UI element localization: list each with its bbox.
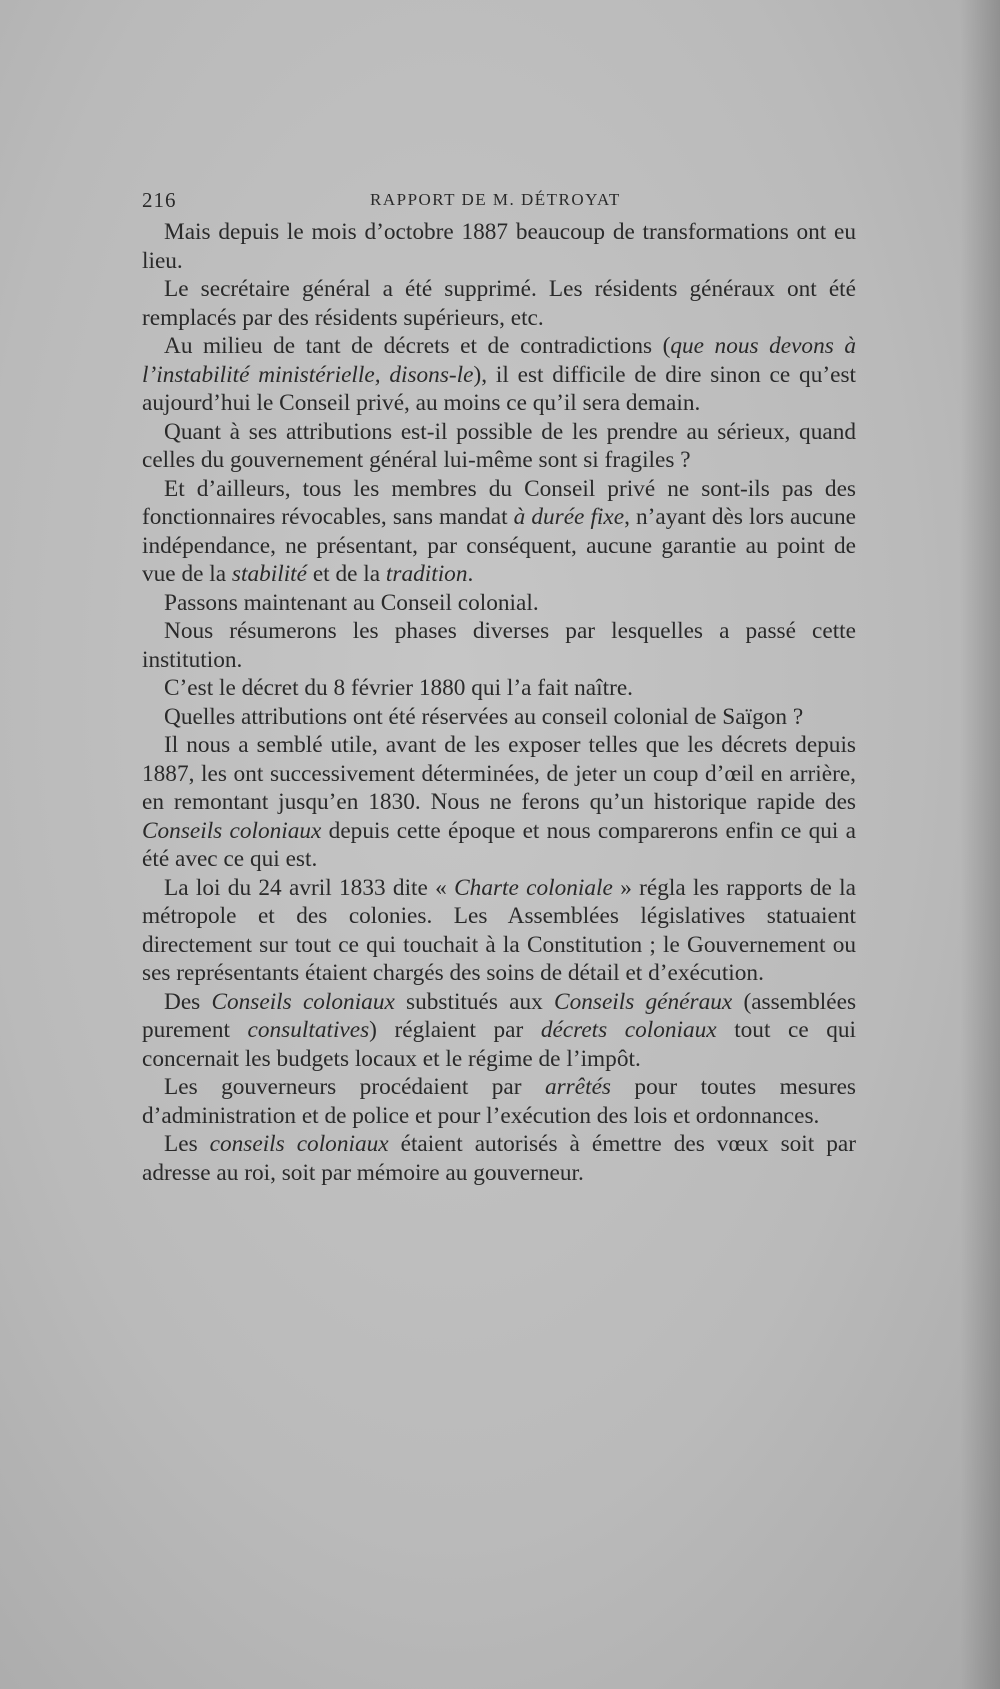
- text-segment: depuis cette époque et nous comparerons enfin ce qui a été avec ce qui est.: [142, 817, 857, 872]
- text-segment: Nous résumerons les phases diverses par lesquelles a passé cette institution.: [142, 618, 856, 673]
- text-segment: La loi du 24 avril 1833 dite «: [164, 874, 455, 901]
- text-segment: » régla les rapports de la métropole et des colonies. Les Assemblées législatives statuaient directement sur tout ce qui touchait à la Constitution ; le Gouvernement ou ses représentants étaient chargés des soins de détail et d’exécution.: [142, 874, 856, 986]
- text-segment: Quelles attributions ont été réservées au conseil colonial de Saïgon ?: [164, 703, 804, 730]
- page-number: 216: [142, 188, 177, 212]
- text-segment: Il nous a semblé utile, avant de les exposer telles que les décrets depuis 1887, les ont successivement déterminées, de jeter un coup d’œil en arrière, en remontant jusqu’en 1830. Nous ne ferons qu’un historique rapide des: [142, 732, 856, 815]
- text-segment: Les gouverneurs procédaient par: [164, 1074, 545, 1100]
- italic-text: tradition: [385, 561, 468, 587]
- text-segment: C’est le décret du 8 février 1880 qui l’a fait naître.: [164, 675, 633, 701]
- text-segment: Au milieu de tant de décrets et de contradictions (: [164, 333, 671, 359]
- running-title: RAPPORT DE M. DÉTROYAT: [370, 190, 621, 209]
- paragraph: [142, 418, 856, 475]
- text-segment: étaient autorisés à émettre des vœux soit par adresse au roi, soit par mémoire au gouverneur.: [142, 1131, 856, 1186]
- paragraph: [142, 1073, 856, 1130]
- text-segment: tout ce qui concernait les budgets locaux et le régime de l’impôt.: [142, 1017, 856, 1072]
- italic-text: Conseils généraux: [554, 988, 733, 1015]
- text-segment: et de la: [307, 561, 386, 587]
- paragraph: [142, 874, 856, 988]
- text-segment: ) réglaient par: [369, 1017, 541, 1043]
- text-segment: ), il est difficile de dire sinon ce qu’est aujourd’hui le Conseil privé, au moins ce qu’il sera demain.: [142, 361, 856, 416]
- text-segment: .: [467, 561, 474, 587]
- running-head: [142, 188, 856, 218]
- book-page: [142, 188, 856, 1187]
- paragraph: [142, 617, 856, 674]
- text-segment: substitués aux: [394, 988, 555, 1015]
- italic-text: consultatives: [247, 1017, 370, 1043]
- italic-text: stabilité: [231, 561, 307, 587]
- page-edge-shadow: [960, 0, 1000, 1689]
- paragraph: [142, 988, 856, 1074]
- text-segment: (assemblées purement: [142, 988, 857, 1043]
- text-segment: Passons maintenant au Conseil colonial.: [164, 589, 539, 616]
- paragraph: [142, 475, 856, 589]
- italic-text: que nous devons à l’instabilité ministérielle, disons-le: [142, 333, 856, 388]
- text-segment: Et d’ailleurs, tous les membres du Conseil privé ne sont-ils pas des fonctionnaires révocables, sans mandat: [142, 475, 856, 530]
- text-segment: Mais depuis le mois d’octobre 1887 beaucoup de transformations ont eu lieu.: [142, 219, 856, 274]
- paragraph: [142, 589, 856, 618]
- italic-text: à durée fixe: [513, 504, 625, 530]
- text-segment: pour toutes mesures d’administration et de police et pour l’exécution des lois et ordonnances.: [142, 1074, 856, 1129]
- italic-text: Charte coloniale: [454, 874, 613, 901]
- paragraph: [142, 275, 856, 332]
- body-text: [142, 218, 856, 1187]
- paragraph: [142, 218, 856, 275]
- text-segment: Des: [164, 988, 212, 1015]
- text-segment: Quant à ses attributions est-il possible de les prendre au sérieux, quand celles du gouvernement général lui-même sont si fragiles ?: [142, 418, 856, 473]
- italic-text: décrets coloniaux: [540, 1017, 717, 1043]
- paragraph: [142, 674, 856, 703]
- text-segment: , n’ayant dès lors aucune indépendance, ne présentant, par conséquent, aucune garantie au point de vue de la: [142, 504, 856, 587]
- paragraph: [142, 731, 856, 874]
- paragraph: [142, 332, 856, 418]
- italic-text: conseils coloniaux: [209, 1131, 389, 1157]
- italic-text: Conseils coloniaux: [142, 817, 322, 844]
- italic-text: Conseils coloniaux: [211, 988, 395, 1015]
- paragraph: [142, 1130, 856, 1187]
- italic-text: arrêtés: [544, 1074, 611, 1100]
- paragraph: [142, 703, 856, 732]
- text-segment: Le secrétaire général a été supprimé. Les résidents généraux ont été remplacés par des résidents supérieurs, etc.: [142, 276, 856, 331]
- text-segment: Les: [164, 1131, 210, 1157]
